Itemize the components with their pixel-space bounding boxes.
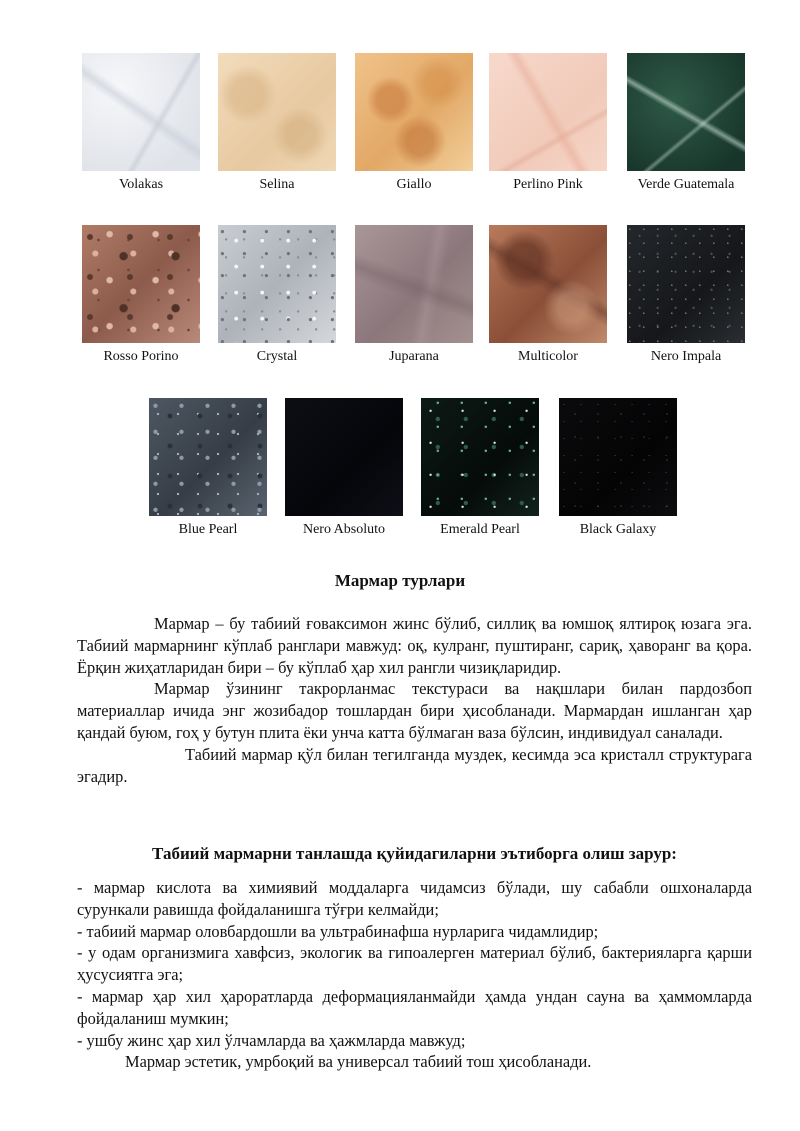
paragraph: Мармар ўзининг такрорланмас текстураси ва нақшлари билан пардозбоп материаллар ичида энг жозибадор тошлардан бири ҳисобланади. Мармардан ишланган ҳар қандай буюм, гоҳ у бутун плита ёки унча катта бўлмаган ваза бўлсин, индивидуал саналади.	[77, 679, 752, 742]
closing-paragraph: Мармар эстетик, умрбоқий ва универсал табиий тош ҳисобланади.	[125, 1052, 592, 1072]
marble-swatch-image	[218, 53, 336, 171]
marble-swatch-image	[82, 225, 200, 343]
requirements-list	[77, 877, 752, 1073]
marble-name: Volakas	[118, 177, 164, 192]
list-item: - табиий мармар оловбардошли ва ультрабинафша нурларига чидамлидир;	[77, 921, 599, 941]
marble-name: Juparana	[389, 349, 439, 364]
marble-tile-nero-impala	[627, 225, 745, 364]
marble-name: Blue Pearl	[178, 522, 238, 537]
list-item: - ушбу жинс ҳар хил ўлчамларда ва ҳажмларда мавжуд;	[77, 1030, 466, 1050]
marble-name: Perlino Pink	[513, 177, 583, 192]
marble-swatch-image	[627, 53, 745, 171]
marble-tile-emerald-pearl	[421, 398, 539, 537]
marble-tile-crystal	[218, 225, 336, 364]
marble-swatch-image	[559, 398, 677, 516]
marble-swatch-image	[489, 225, 607, 343]
page-title: Мармар турлари	[334, 571, 466, 590]
list-item: - мармар кислота ва химиявий моддаларга чидамсиз бўлади, шу сабабли ошхоналарда сурункали равишда фойдаланишга тўғри келмайди;	[77, 878, 752, 919]
marble-swatch-image	[82, 53, 200, 171]
marble-tile-volakas	[82, 53, 200, 192]
marble-tile-nero-absoluto	[285, 398, 403, 537]
marble-swatch-image	[421, 398, 539, 516]
marble-swatch-image	[355, 225, 473, 343]
marble-swatch-image	[627, 225, 745, 343]
marble-name: Multicolor	[518, 349, 578, 364]
marble-swatch-image	[218, 225, 336, 343]
marble-tile-multicolor	[489, 225, 607, 364]
marble-tile-juparana	[355, 225, 473, 364]
marble-name: Crystal	[256, 349, 298, 364]
marble-name: Emerald Pearl	[440, 522, 520, 537]
marble-tile-blue-pearl	[149, 398, 267, 537]
marble-name: Black Galaxy	[579, 522, 657, 537]
marble-swatch-image	[355, 53, 473, 171]
marble-tile-verde-guatemala	[627, 53, 745, 192]
marble-name: Nero Impala	[650, 349, 722, 364]
section-subtitle: Табиий мармарни танлашда қуйидагиларни эътиборга олиш зарур:	[152, 844, 677, 863]
marble-tile-rosso-porino	[82, 225, 200, 364]
list-item: - мармар ҳар хил ҳароратларда деформацияланмайди ҳамда ундан сауна ва ҳаммомларда фойдаланиш мумкин;	[77, 986, 752, 1028]
marble-tile-perlino-pink	[489, 53, 607, 192]
marble-name: Rosso Porino	[103, 349, 179, 364]
marble-swatch-image	[489, 53, 607, 171]
intro-text	[77, 613, 752, 787]
marble-tile-giallo	[355, 53, 473, 192]
marble-swatch-image	[149, 398, 267, 516]
paragraph: Табиий мармар қўл билан тегилганда муздек, кесимда эса кристалл структурага эгадир.	[77, 744, 752, 786]
marble-tile-black-galaxy	[559, 398, 677, 537]
marble-name: Verde Guatemala	[637, 177, 735, 192]
marble-swatch-image	[285, 398, 403, 516]
marble-tile-selina	[218, 53, 336, 192]
paragraph: Мармар – бу табиий ғовaксимон жинс бўлиб, силлиқ ва юмшоқ ялтироқ юзага эга. Табиий мармарнинг кўплаб ранглари мавжуд: оқ, кулранг, пуштиранг, сариқ, ҳаворанг ва қора. Ёрқин жиҳатларидан бири – бу кўплаб ҳар хил рангли чизиқларидир.	[77, 614, 752, 677]
marble-name: Giallo	[396, 177, 432, 192]
marble-name: Nero Absoluto	[302, 522, 386, 537]
list-item: - у одам организмига хавфсиз, экологик ва гипоалерген материал бўлиб, бактерияларга қарши ҳусусиятга эга;	[77, 943, 752, 985]
marble-name: Selina	[259, 177, 295, 192]
